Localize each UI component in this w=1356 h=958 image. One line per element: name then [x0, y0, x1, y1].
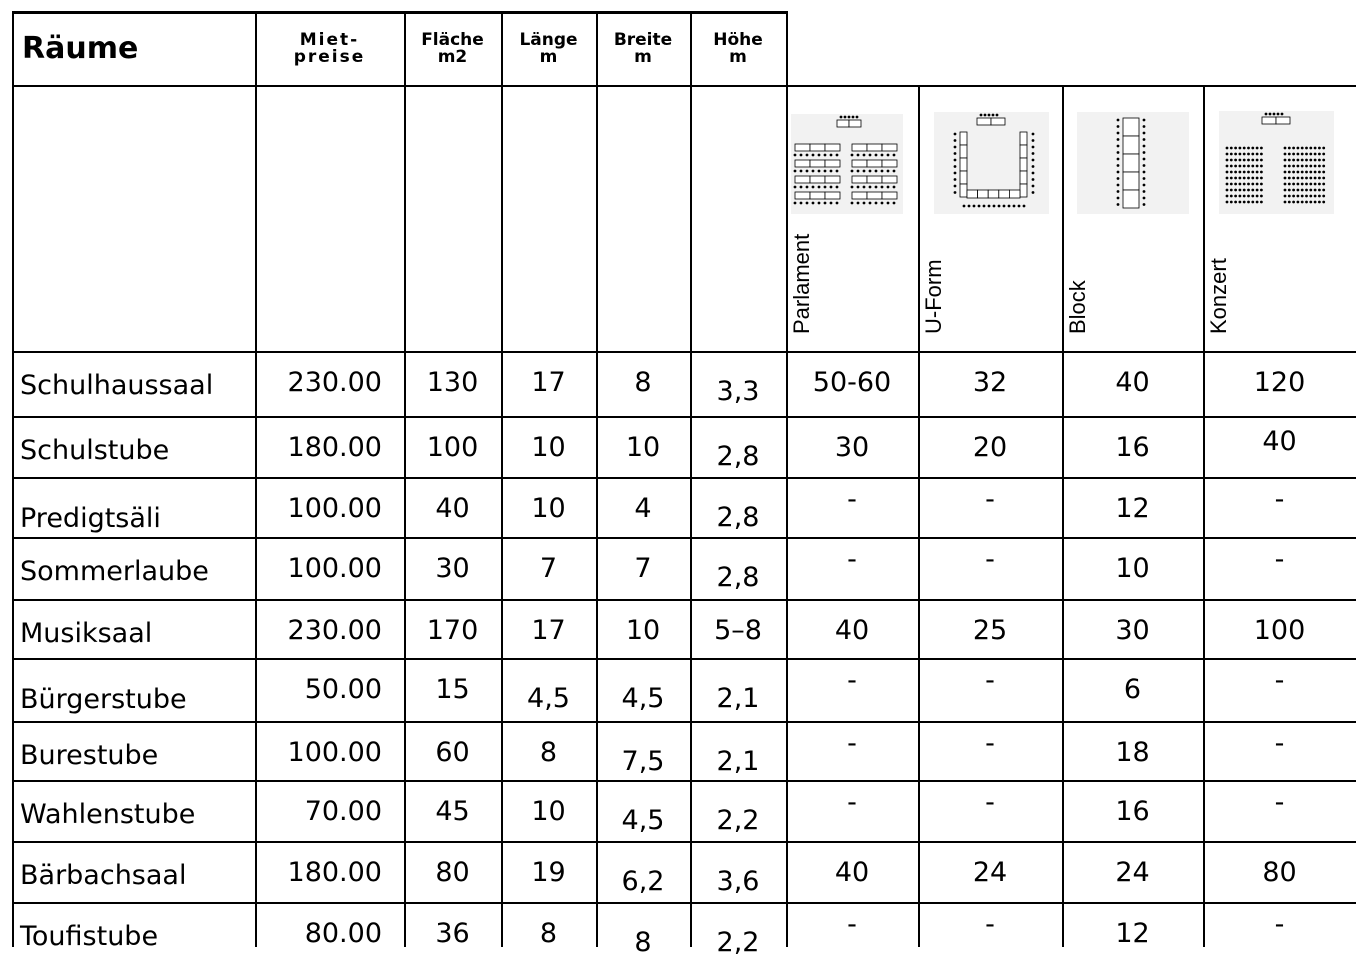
cell-uform: 24 — [972, 857, 1008, 888]
cell-length: 17 — [531, 367, 566, 398]
header-price: Miet- preise — [293, 29, 366, 67]
cell-height: 2,2 — [716, 927, 760, 958]
cell-area: 36 — [435, 918, 470, 949]
table-border-top — [12, 11, 788, 14]
cell-konzert: - — [1274, 787, 1285, 818]
cell-width: 4,5 — [621, 805, 665, 836]
cell-area: 60 — [435, 737, 470, 768]
column-divider — [1062, 85, 1064, 947]
cell-parlament: - — [847, 484, 857, 515]
row-divider — [12, 780, 1356, 782]
cell-block: 24 — [1115, 857, 1150, 888]
cell-height: 2,8 — [716, 562, 760, 593]
cell-height: 3,6 — [716, 866, 760, 897]
u-shape-seating-icon — [934, 112, 1049, 214]
column-divider — [918, 85, 920, 947]
column-divider — [255, 11, 257, 947]
cell-length: 10 — [531, 432, 566, 463]
row-divider — [12, 599, 1356, 601]
cell-height: 2,2 — [716, 805, 760, 836]
cell-length: 10 — [531, 796, 566, 827]
cell-area: 130 — [426, 367, 479, 398]
cell-konzert: 80 — [1262, 857, 1297, 888]
cell-parlament: - — [847, 728, 857, 759]
cell-konzert: - — [1274, 909, 1285, 940]
column-divider — [690, 11, 692, 947]
cell-price: 230.00 — [287, 367, 382, 398]
room-name: Bärbachsaal — [20, 860, 187, 891]
parliament-seating-icon — [791, 114, 903, 214]
layout-header-top — [786, 85, 1356, 87]
cell-width: 7,5 — [621, 746, 665, 777]
cell-block: 6 — [1123, 674, 1142, 705]
cell-height: 2,8 — [716, 441, 760, 472]
layout-label-parlament: Parlament — [789, 233, 814, 334]
cell-uform: - — [985, 728, 995, 759]
cell-price: 180.00 — [287, 857, 382, 888]
cell-area: 45 — [435, 796, 470, 827]
column-divider — [1203, 85, 1205, 947]
cell-block: 40 — [1115, 367, 1150, 398]
cell-height: 2,1 — [716, 683, 760, 714]
cell-uform: - — [985, 787, 995, 818]
cell-length: 17 — [531, 615, 566, 646]
cell-konzert: - — [1274, 484, 1285, 515]
cell-uform: - — [985, 665, 995, 696]
cell-block: 10 — [1115, 553, 1150, 584]
block-seating-icon — [1077, 112, 1189, 214]
cell-price: 80.00 — [304, 918, 382, 949]
row-divider — [12, 902, 1356, 904]
header-height: Höhe m — [713, 29, 763, 67]
cell-parlament: - — [847, 665, 857, 696]
cell-parlament: - — [847, 544, 857, 575]
room-name: Wahlenstube — [20, 799, 196, 830]
cell-parlament: 30 — [834, 432, 870, 463]
column-divider — [501, 11, 503, 947]
cell-width: 8 — [634, 367, 652, 398]
cell-width: 10 — [625, 432, 661, 463]
cell-konzert: 100 — [1253, 615, 1306, 646]
cell-block: 18 — [1115, 737, 1150, 768]
cell-area: 100 — [426, 432, 479, 463]
header-divider — [12, 85, 788, 87]
row-divider — [12, 477, 1356, 479]
cell-block: 30 — [1115, 615, 1150, 646]
cell-konzert: 120 — [1253, 367, 1306, 398]
column-divider — [12, 11, 14, 947]
cell-konzert: - — [1274, 728, 1285, 759]
room-name: Musiksaal — [20, 618, 153, 649]
header-width: Breite m — [613, 29, 673, 67]
cell-price: 100.00 — [287, 737, 382, 768]
cell-width: 7 — [634, 553, 652, 584]
cell-length: 19 — [531, 857, 566, 888]
cell-area: 30 — [435, 553, 470, 584]
header-rooms: Räume — [22, 31, 139, 66]
column-divider — [596, 11, 598, 947]
cell-area: 15 — [435, 674, 470, 705]
room-name: Predigtsäli — [20, 503, 161, 534]
cell-konzert: - — [1274, 544, 1285, 575]
cell-width: 8 — [634, 927, 652, 958]
cell-area: 80 — [435, 857, 470, 888]
cell-height: 2,8 — [716, 502, 760, 533]
cell-parlament: 50-60 — [812, 367, 892, 398]
cell-area: 170 — [426, 615, 479, 646]
room-name: Sommerlaube — [20, 556, 209, 587]
cell-block: 12 — [1115, 918, 1150, 949]
cell-uform: 20 — [972, 432, 1008, 463]
cell-width: 10 — [625, 615, 661, 646]
cell-parlament: - — [847, 787, 857, 818]
cell-parlament: 40 — [834, 857, 870, 888]
column-divider — [786, 11, 788, 947]
cell-height: 5–8 — [714, 615, 762, 646]
header-bottom-border — [12, 351, 1356, 353]
row-divider — [12, 537, 1356, 539]
cell-price: 70.00 — [304, 796, 382, 827]
layout-label-u-form: U-Form — [921, 259, 946, 334]
cell-length: 10 — [531, 493, 566, 524]
room-name: Schulhaussaal — [20, 370, 214, 401]
cell-block: 12 — [1115, 493, 1150, 524]
room-name: Burestube — [20, 740, 159, 771]
cell-block: 16 — [1115, 432, 1150, 463]
cell-price: 230.00 — [287, 615, 382, 646]
cell-price: 50.00 — [304, 674, 382, 705]
cell-block: 16 — [1115, 796, 1150, 827]
header-area: Fläche m2 — [421, 29, 484, 67]
cell-price: 100.00 — [287, 553, 382, 584]
cell-konzert: 40 — [1262, 426, 1297, 457]
cell-parlament: - — [847, 909, 857, 940]
cell-uform: 25 — [972, 615, 1008, 646]
cell-length: 8 — [539, 918, 558, 949]
cell-length: 4,5 — [527, 683, 570, 714]
cell-height: 2,1 — [716, 746, 760, 777]
column-divider — [404, 11, 406, 947]
layout-label-konzert: Konzert — [1206, 258, 1231, 334]
layout-label-block: Block — [1065, 280, 1090, 334]
cell-area: 40 — [435, 493, 470, 524]
cell-price: 100.00 — [287, 493, 382, 524]
cell-length: 7 — [539, 553, 558, 584]
cell-uform: - — [985, 544, 995, 575]
row-divider — [12, 721, 1356, 723]
cell-width: 4,5 — [621, 683, 665, 714]
cell-width: 4 — [634, 493, 652, 524]
cell-uform: 32 — [972, 367, 1008, 398]
cell-width: 6,2 — [621, 866, 665, 897]
cell-uform: - — [985, 484, 995, 515]
room-name: Toufistube — [20, 921, 159, 952]
cell-height: 3,3 — [716, 376, 760, 407]
cell-parlament: 40 — [834, 615, 870, 646]
row-divider — [12, 658, 1356, 660]
header-length: Länge m — [519, 29, 578, 67]
concert-seating-icon — [1219, 111, 1334, 214]
row-divider — [12, 841, 1356, 843]
cell-uform: - — [985, 909, 995, 940]
room-name: Bürgerstube — [20, 684, 187, 715]
cell-konzert: - — [1274, 665, 1285, 696]
cell-price: 180.00 — [287, 432, 382, 463]
cell-length: 8 — [539, 737, 558, 768]
row-divider — [12, 416, 1356, 418]
room-name: Schulstube — [20, 435, 170, 466]
